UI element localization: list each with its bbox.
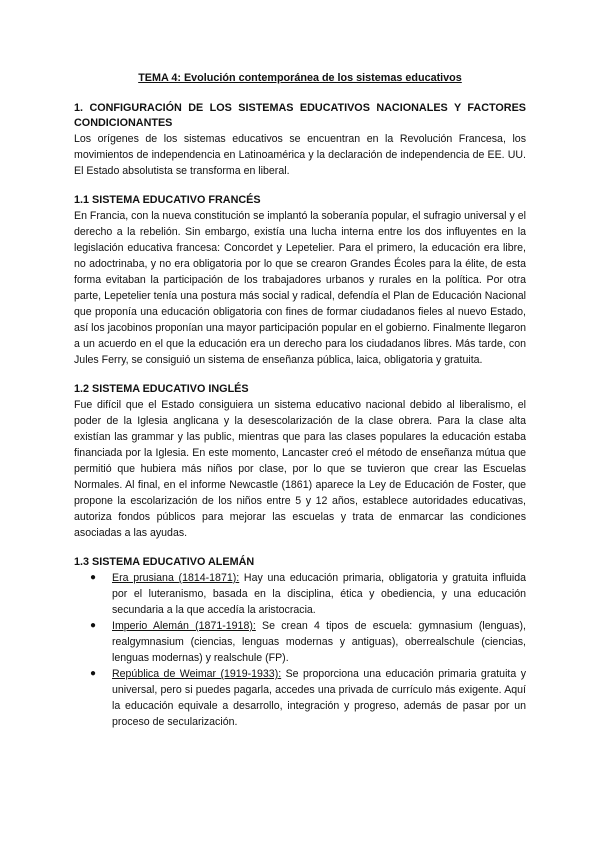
section-ingles bbox=[74, 382, 526, 541]
list-item-term: Imperio Alemán (1871-1918): bbox=[112, 620, 256, 632]
section-body: En Francia, con la nueva constitución se implantó la soberanía popular, el sufragio universal y el derecho a la rebelión. Sin embargo, existía una lucha interna entre los dos influyentes en la legislación educativa francesa: Concordet y Lepetelier. Para el primero, la educación era libre, no adoctrinaba, y no era obligatoria por lo que se crearon Grandes Écoles para la élite, de esta forma evitaban la participación de los trabajadores urbanos y rurales en la política. Por otra parte, Lepetelier tenía una postura más social y radical, defendía el Plan de Educación Nacional que proponía una educación obligatoria con fines de formar ciudadanos fieles al nuevo Estado, así los jacobinos proponían una mayor participación popular en el gobierno. Finalmente llegaron a un acuerdo en el que la educación era un derecho para los ciudadanos libres. Más tarde, con Jules Ferry, se consiguió un sistema de enseñanza pública, laica, obligatoria y gratuita. bbox=[74, 210, 526, 366]
bullet-icon: ● bbox=[90, 620, 97, 631]
section-aleman bbox=[74, 555, 526, 730]
section-body: Los orígenes de los sistemas educativos se encuentran en la Revolución Francesa, los movimientos de independencia en Latinoamérica y la declaración de independencia de EE. UU. El Estado absolutista se transforma en liberal. bbox=[74, 133, 526, 177]
list-item-term: República de Weimar (1919-1933): bbox=[112, 668, 282, 680]
section-frances bbox=[74, 193, 526, 368]
list-item-text: Hay una educación primaria, obligatoria y gratuita influida por el luteranismo, basada en la disciplina, ética y obediencia, y una educación secundaria a la que accedía la aristocracia. bbox=[112, 572, 527, 616]
list-item-term: Era prusiana (1814-1871): bbox=[112, 572, 240, 584]
bullet-icon: ● bbox=[90, 668, 97, 679]
section-configuracion bbox=[74, 101, 526, 179]
section-heading: 1.2 SISTEMA EDUCATIVO INGLÉS bbox=[74, 383, 249, 395]
document-title: TEMA 4: Evolución contemporánea de los sistemas educativos bbox=[138, 72, 462, 84]
bullet-icon: ● bbox=[90, 572, 97, 583]
section-heading: 1.3 SISTEMA EDUCATIVO ALEMÁN bbox=[74, 556, 255, 568]
list-item bbox=[90, 666, 526, 730]
section-heading: 1. CONFIGURACIÓN DE LOS SISTEMAS EDUCATIVOS NACIONALES Y FACTORES CONDICIONANTES bbox=[74, 102, 526, 129]
list-item-text: Se crean 4 tipos de escuela: gymnasium (lenguas), realgymnasium (ciencias, lenguas modernas y antiguas), oberrealschule (ciencias, lenguas modernas) y realschule (FP). bbox=[112, 620, 526, 664]
list-item-text: Se proporciona una educación primaria gratuita y universal, pero si puedes pagarla, accedes una privada de currículo más exigente. Aquí la educación equivale a desarrollo, integración y progreso, además de pasar por un proceso de secularización. bbox=[112, 668, 526, 728]
section-body: Fue difícil que el Estado consiguiera un sistema educativo nacional debido al liberalismo, el poder de la Iglesia anglicana y la desescolarización de la clase obrera. Para la clase alta existían las grammar y las public, mientras que para las clases populares la educación estaba financiada por la Iglesia. En este momento, Lancaster creó el método de enseñanza mútua que permitió que hubiera más niños por clase, por lo que se tuvieron que crear las Escuelas Normales. Al final, en el informe Newcastle (1861) aparece la Ley de Educación de Foster, que propone la escolarización de los niños entre 5 y 12 años, establece autoridades educativas, autoriza fondos públicos para mejorar las escuelas y trata de enmarcar las condiciones asociadas a las ayudas. bbox=[74, 399, 526, 539]
list-item bbox=[90, 570, 527, 618]
list-item bbox=[90, 618, 526, 666]
bullet-list bbox=[74, 570, 526, 730]
section-heading: 1.1 SISTEMA EDUCATIVO FRANCÉS bbox=[74, 194, 261, 206]
